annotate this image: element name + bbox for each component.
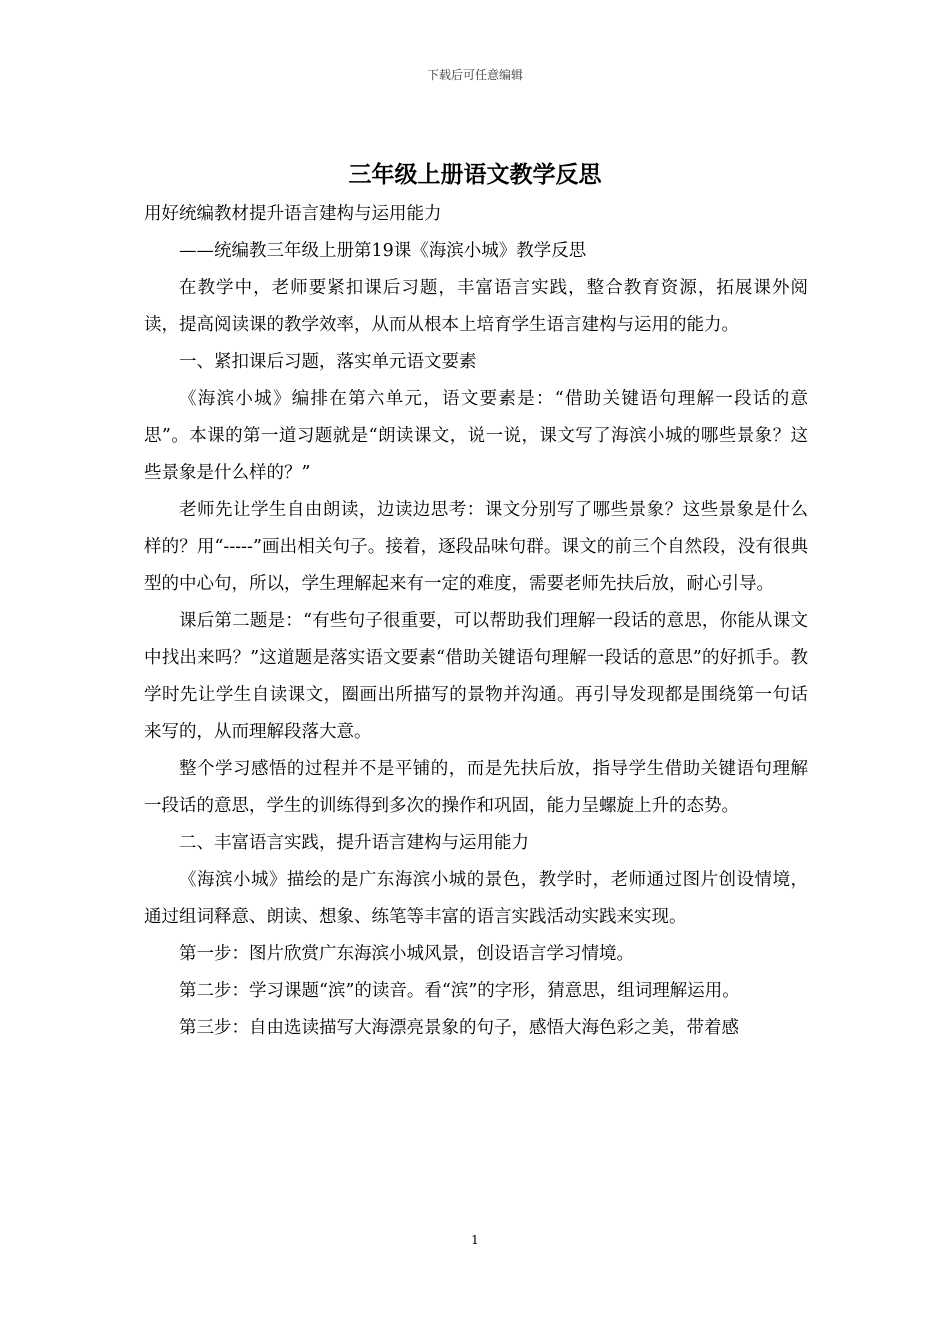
document-body	[144, 196, 808, 1047]
paragraph: 整个学习感悟的过程并不是平铺的，而是先扶后放，指导学生借助关键语句理解一段话的意思，学生的训练得到多次的操作和巩固，能力呈螺旋上升的态势。	[144, 759, 808, 816]
paragraph: 第三步：自由选读描写大海漂亮景象的句子，感悟大海色彩之美，带着感	[179, 1018, 739, 1038]
page-number: 1	[471, 1233, 479, 1247]
paragraph: 在教学中，老师要紧扣课后习题，丰富语言实践，整合教育资源，拓展课外阅读，提高阅读课的教学效率，从而从根本上培育学生语言建构与运用的能力。	[144, 278, 808, 335]
section-heading-1: 一、紧扣课后习题，落实单元语文要素	[179, 352, 477, 372]
section-heading: 用好统编教材提升语言建构与运用能力	[144, 204, 442, 224]
paragraph: 课后第二题是：“有些句子很重要，可以帮助我们理解一段话的意思，你能从课文中找出来吗？”这道题是落实语文要素“借助关键语句理解一段话的意思”的好抓手。教学时先让学生自读课文，圈画出所描写的景物并沟通。再引导发现都是围绕第一句话来写的，从而理解段落大意。	[144, 611, 808, 742]
paragraph: 《海滨小城》描绘的是广东海滨小城的景色，教学时，老师通过图片创设情境，通过组词释意、朗读、想象、练笔等丰富的语言实践活动实践来实现。	[144, 870, 808, 927]
paragraph: 第一步：图片欣赏广东海滨小城风景，创设语言学习情境。	[179, 944, 634, 964]
document-title: 三年级上册语文教学反思	[348, 161, 602, 188]
paragraph: 老师先让学生自由朗读，边读边思考：课文分别写了哪些景象？这些景象是什么样的？用“-----”画出相关句子。接着，逐段品味句群。课文的前三个自然段，没有很典型的中心句，所以，学生理解起来有一定的难度，需要老师先扶后放，耐心引导。	[144, 500, 808, 594]
section-heading-2: 二、丰富语言实践，提升语言建构与运用能力	[179, 833, 529, 853]
header-note: 下载后可任意编辑	[426, 68, 523, 82]
document-subtitle: ——统编教三年级上册第19课《海滨小城》教学反思	[179, 241, 587, 261]
paragraph: 《海滨小城》编排在第六单元，语文要素是：“借助关键语句理解一段话的意思”。本课的第一道习题就是“朗读课文，说一说，课文写了海滨小城的哪些景象？这些景象是什么样的？”	[144, 389, 808, 483]
paragraph: 第二步：学习课题“滨”的读音。看“滨”的字形，猜意思，组词理解运用。	[179, 981, 740, 1001]
